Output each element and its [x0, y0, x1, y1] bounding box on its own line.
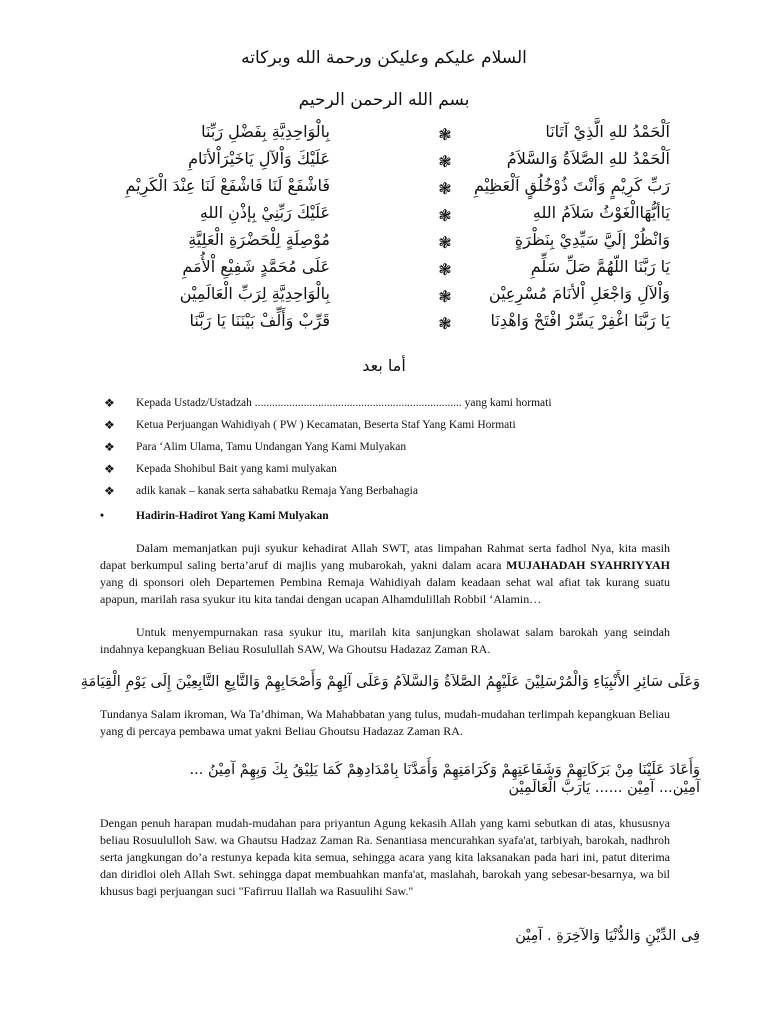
diamond-bullet-icon: ❖ [104, 484, 115, 498]
poem-left-verse: فَاشْفَعْ لَنَا فَاشْفَعْ لَنَا عِنْدَ الْكَرِيْمِ [125, 176, 330, 195]
flower-separator-icon: ❃ [438, 289, 452, 306]
event-name: MUJAHADAH SYAHRIYYAH [506, 558, 670, 572]
hadirin-text: Hadirin-Hadirot Yang Kami Mulyakan [136, 510, 329, 522]
poem-right-verse: وَانْظُرْ إلَيَّ سَيِّدِيْ بِنَظْرَةٍ [514, 230, 670, 249]
poem-row [100, 311, 670, 338]
flower-separator-icon: ❃ [438, 181, 452, 198]
greeting-text: Kepada Shohibul Bait yang kami mulyakan [136, 463, 337, 475]
arabic-prayer-line: وَعَلَى سَائِرِ الأَنْبِيَاءِ وَالْمُرْسَلِيْنَ عَلَيْهِمُ الصَّلاَةُ وَالسَّلاَمُ وَعَلَى آلِهِمْ وَأَصْحَابِهِمْ وَالتَّابِعِ التَّابِعِيْنَ إِلَى يَوْمِ الْقِيَامَةِ [80, 674, 700, 690]
diamond-bullet-icon: ❖ [104, 462, 115, 476]
paragraph-text: yang di sponsori oleh Departemen Pembina Remaja Wahidiyah dalam keadaan sehat wal afiat tak kurang suatu apapun, marilah rasa syukur itu kita tandai dengan ucapan Alhamdulillah Robbil ‘Alamin… [100, 575, 670, 606]
flower-separator-icon: ❃ [438, 262, 452, 279]
list-item [100, 480, 690, 502]
poem-right-verse: يَا رَبَّنَا اللّهُمَّ صَلِّ سَلِّمِ [530, 257, 670, 276]
flower-separator-icon: ❃ [438, 127, 452, 144]
arabic-closing-line: فِى الدِّيْنِ وَالدُّنْيَا وَالآخِرَةِ . آمِيْن [515, 928, 700, 944]
poem-left-verse: عَلَيْكَ رَبِّنِيْ بِإذْنِ اللهِ [199, 203, 330, 222]
sholawat-poem [100, 122, 670, 338]
greeting-text: Kepada Ustadz/Ustadzah ........................................................................ yang kami hormati [136, 397, 552, 409]
flower-separator-icon: ❃ [438, 208, 452, 225]
list-item [100, 414, 690, 436]
basmala: بسم الله الرحمن الرحيم [298, 90, 470, 110]
poem-left-verse: مُوْصِلَةٍ لِلْحَضْرَةِ الْعَلِيَّةِ [188, 230, 330, 249]
paragraph-hope: Dengan penuh harapan mudah-mudahan para priyantun Agung kekasih Allah yang kami sebutkan di atas, khususnya beliau Rosuululloh Saw. wa Ghautsu Hadzaz Zaman Ra. Senantiasa mencurahkan syafa'at, tarbiyah, barokah, nadhroh serta jangkungan do’a restunya kepada kita semua, sehingga acara yang kita laksanakan pada hari ini, patut diterima dan diridloi oleh Allah Swt. sehingga dapat membuahkan manfa'at, maslahah, barokah yang sebesar-besarnya, wa bil khusus bagi perjuangan suci "Fafirruu Ilallah wa Rasuulihi Saw." [100, 816, 670, 898]
poem-row [100, 230, 670, 257]
poem-left-verse: بِالْوَاحِدِيَّةِ بِفَضْلِ رَبِّنَا [201, 122, 330, 141]
poem-right-verse: وَاْلآلِ وَاجْعَلِ اْلأنَامَ مُسْرِعِيْن [488, 284, 670, 303]
poem-row [100, 203, 670, 230]
greeting-list [100, 392, 690, 502]
poem-row [100, 176, 670, 203]
poem-left-verse: قَرِّبْ وَأَلِّفْ بَيْنَنَا يَا رَبَّنَا [189, 311, 330, 330]
diamond-bullet-icon: ❖ [104, 418, 115, 432]
greeting-text: adik kanak – kanak serta sahabatku Remaja Yang Berbahagia [136, 485, 418, 497]
poem-right-verse: اَلْحَمْدُ للهِ الَّذِيْ آتَانَا [545, 122, 670, 141]
amma-baad-heading: أما بعد [362, 356, 406, 375]
poem-row [100, 284, 670, 311]
flower-separator-icon: ❃ [438, 235, 452, 252]
arabic-prayer-line: وَأَعَادَ عَلَيْنَا مِنْ بَرَكَاتِهِمْ وَشَفَاعَتِهِمْ وَكَرَامَتِهِمْ وَأَمَدَّنَا بِامْدَادِهِمْ كَمَا يَلِيْقُ بِكَ وَبِهِمْ آمِيْنُ ... [189, 762, 700, 778]
list-item [100, 392, 690, 414]
poem-left-verse: عَلَيْكَ وَاْلآلِ يَاخَيْرَاْلأنَامِ [188, 149, 330, 168]
round-bullet-icon: • [100, 510, 105, 522]
paragraph-sholawat: Untuk menyempurnakan rasa syukur itu, marilah kita sanjungkan sholawat salam barokah yang seindah indahnya kepangkuan Beliau Rosulullah SAW, Wa Ghoutsu Hadazaz Zaman RA. [100, 625, 670, 656]
arabic-prayer-line: آمِيْن... آمِيْن ...... يَارَبَّ الْعَالَمِيْن [508, 780, 700, 796]
paragraph-opening [100, 540, 670, 608]
diamond-bullet-icon: ❖ [104, 396, 115, 410]
poem-row [100, 257, 670, 284]
poem-left-verse: عَلَى مُحَمَّدٍ شَفِيْعِ اْلأُمَمِ [182, 257, 330, 276]
list-item [100, 436, 690, 458]
poem-left-verse: بِالْوَاحِدِيَّةِ لِرَبِّ الْعَالَمِيْن [179, 284, 330, 303]
flower-separator-icon: ❃ [438, 316, 452, 333]
poem-row [100, 149, 670, 176]
paragraph-salam: Tundanya Salam ikroman, Wa Ta’dhiman, Wa Mahabbatan yang tulus, mudah-mudahan terlimpah kepangkuan Beliau yang di percaya pembawa umat yakni Beliau Ghoutsu Hadazaz Zaman RA. [100, 707, 670, 738]
greeting-text: Ketua Perjuangan Wahidiyah ( PW ) Kecamatan, Beserta Staf Yang Kami Hormati [136, 419, 516, 431]
poem-row [100, 122, 670, 149]
flower-separator-icon: ❃ [438, 154, 452, 171]
poem-right-verse: رَبِّ كَرِيْمٍ وَأنْتَ ذُوْخُلُقٍ اَلْعَظِيْمِ [473, 176, 670, 195]
list-item [100, 458, 690, 480]
salam-greeting: السلام عليكم وعليكن ورحمة الله وبركاته [241, 48, 527, 68]
diamond-bullet-icon: ❖ [104, 440, 115, 454]
poem-right-verse: يَا رَبَّنَا اغْفِرْ يَسِّرْ افْتَحْ وَاهْدِنَا [490, 311, 670, 330]
paragraph-text: Dalam memanjatkan puji syukur kehadirat Allah SWT, atas limpahan Rahmat serta fadhol Nya, kita masih dapat berkumpul saling berta’aruf di majlis yang mubarokah, yakni dalam acara [100, 541, 670, 572]
poem-right-verse: يَاأيُّهَاالْغَوْثُ سَلاَمُ اللهِ [532, 203, 670, 222]
greeting-text: Para ‘Alim Ulama, Tamu Undangan Yang Kami Mulyakan [136, 441, 407, 453]
poem-right-verse: اَلْحَمْدُ للهِ الصَّلاَةُ وَالسَّلاَمُ [506, 149, 670, 168]
